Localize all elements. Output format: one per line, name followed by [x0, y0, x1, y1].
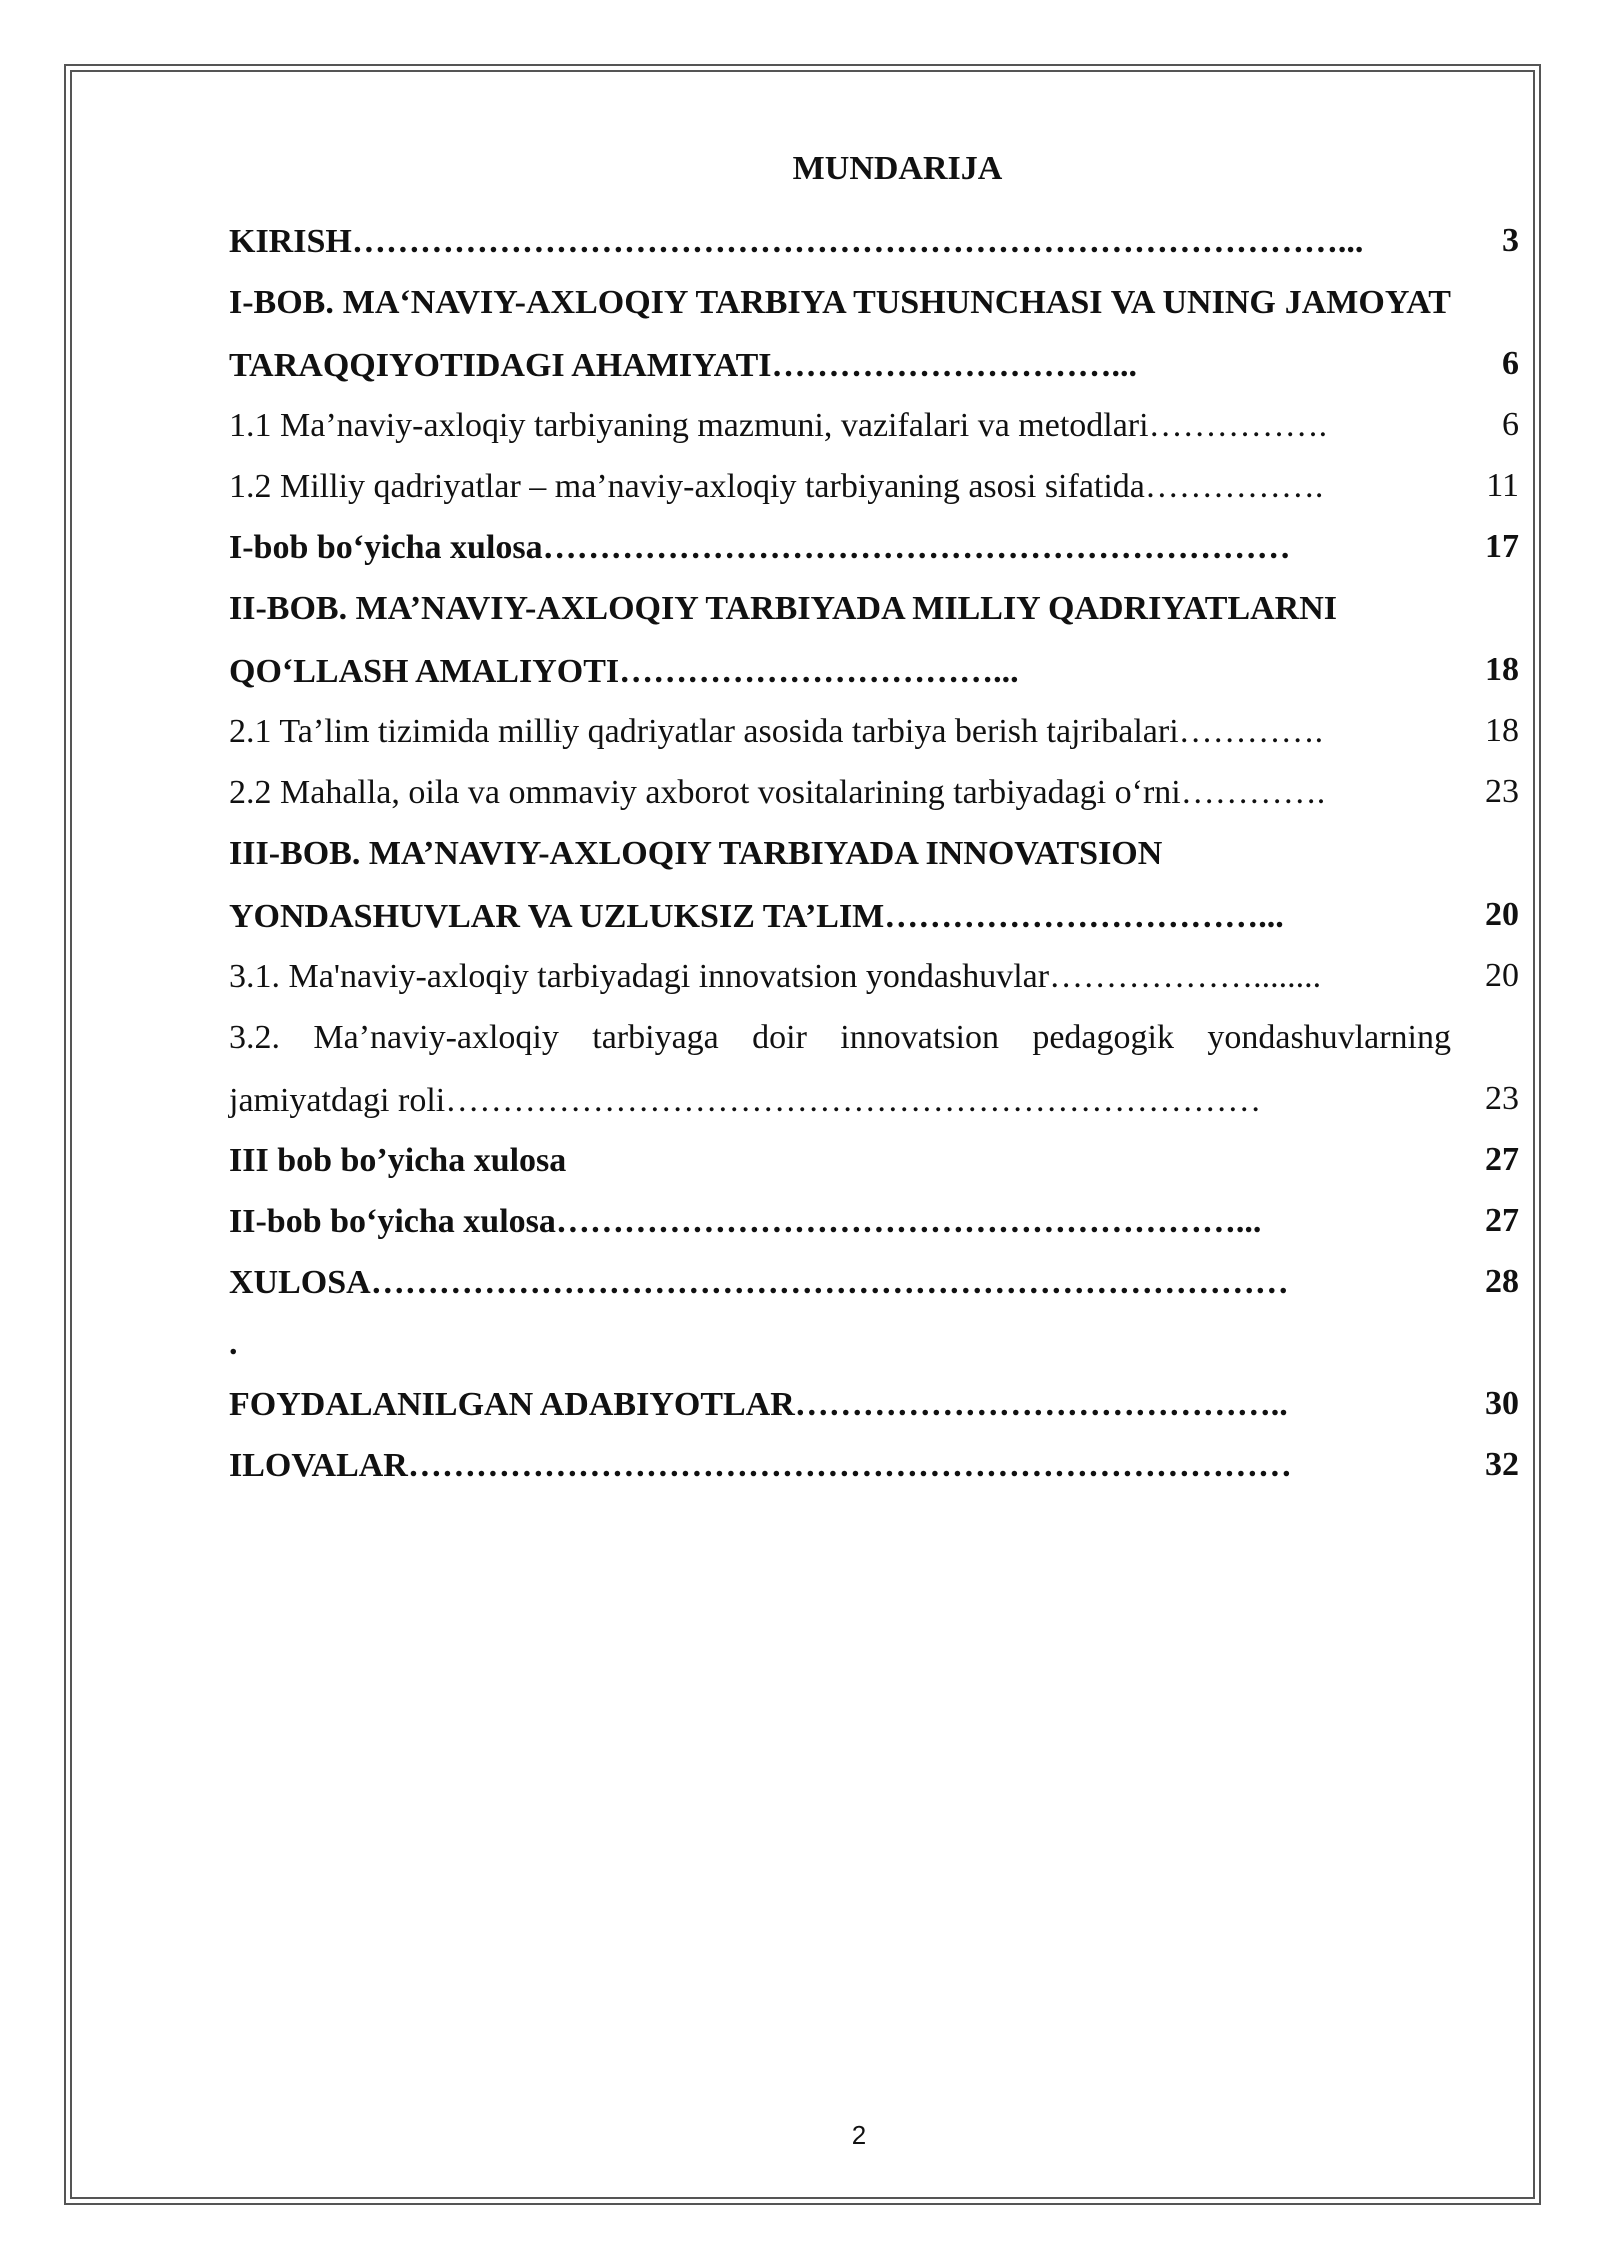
- toc-entry-page: 6: [1502, 406, 1519, 443]
- toc-entry-text: 2.1 Ta’lim tizimida milliy qadriyatlar asosida tarbiya berish tajribalari………….: [229, 713, 1324, 750]
- toc-entry-page: 23: [1485, 1080, 1519, 1117]
- toc-entry-page: 27: [1485, 1202, 1519, 1239]
- toc-entry-text: XULOSA………………………………………………………………………: [229, 1264, 1289, 1301]
- toc-entry-text: 1.2 Milliy qadriyatlar – ma’naviy-axloqiy tarbiyaning asosi sifatida…………….: [229, 468, 1324, 505]
- toc-entry-page: 3: [1502, 222, 1519, 259]
- toc-entry-section-3-1[interactable]: [229, 945, 1519, 1006]
- toc-entry-page: 6: [1502, 345, 1519, 382]
- toc-stray-dot: [229, 1312, 1519, 1373]
- toc-entry-page: 17: [1485, 528, 1519, 565]
- toc-entry-section-2-1[interactable]: [229, 700, 1519, 761]
- toc-entry-text: III bob bo’yicha xulosa: [229, 1142, 567, 1179]
- toc-entry-text: II-bob bo‘yicha xulosa……………………………………………………...: [229, 1203, 1262, 1240]
- toc-entry-text: 3.2. Ma’naviy-axloqiy tarbiyaga doir innovatsion pedagogik yondashuvlarning jamiyatdagi roli………………………………………………………………: [229, 1019, 1451, 1119]
- toc-entry-text: III-BOB. MA’NAVIY-AXLOQIY TARBIYADA INNOVATSION YONDASHUVLAR VA UZLUKSIZ TA’LIM……………………………...: [229, 835, 1284, 935]
- toc-entry-section-3-2[interactable]: [229, 1006, 1519, 1129]
- toc-entry-page: 18: [1485, 712, 1519, 749]
- toc-entry-page: 23: [1485, 773, 1519, 810]
- toc-entry-text: 2.2 Mahalla, oila va ommaviy axborot vositalarining tarbiyadagi o‘rni………….: [229, 774, 1326, 811]
- toc-entry-text: KIRISH……………………………………………………………………………...: [229, 223, 1364, 260]
- toc-entry-page: 11: [1486, 467, 1519, 504]
- table-of-contents: [229, 210, 1519, 1495]
- toc-entry-text: I-bob bo‘yicha xulosa…………………………………………………………: [229, 529, 1291, 566]
- toc-entry-page: 32: [1485, 1446, 1519, 1483]
- toc-entry-chapter-1[interactable]: [229, 271, 1519, 394]
- toc-entry-kirish[interactable]: [229, 210, 1519, 271]
- toc-entry-chapter-1-conclusion[interactable]: [229, 516, 1519, 577]
- toc-entry-page: 18: [1485, 651, 1519, 688]
- toc-entry-page: 27: [1485, 1141, 1519, 1178]
- toc-entry-text: ILOVALAR……………………………………………………………………: [229, 1447, 1292, 1484]
- toc-title: MUNDARIJA: [792, 150, 1003, 187]
- toc-entry-xulosa[interactable]: [229, 1251, 1519, 1312]
- toc-entry-chapter-2-conclusion[interactable]: [229, 1190, 1519, 1251]
- toc-entry-chapter-3-conclusion[interactable]: [229, 1129, 1519, 1190]
- toc-entry-text: II-BOB. MA’NAVIY-AXLOQIY TARBIYADA MILLIY QADRIYATLARNI QO‘LLASH AMALIYOTI……………………………...: [229, 590, 1338, 690]
- toc-entry-text: .: [229, 1325, 238, 1362]
- toc-entry-appendices[interactable]: [229, 1434, 1519, 1495]
- toc-entry-chapter-2[interactable]: [229, 577, 1519, 700]
- toc-entry-page: 20: [1485, 896, 1519, 933]
- toc-entry-text: 1.1 Ma’naviy-axloqiy tarbiyaning mazmuni, vazifalari va metodlari…………….: [229, 407, 1328, 444]
- toc-entry-section-1-2[interactable]: [229, 455, 1519, 516]
- toc-entry-text: 3.1. Ma'naviy-axloqiy tarbiyadagi innovatsion yondashuvlar………………........: [229, 958, 1322, 995]
- toc-entry-page: 28: [1485, 1263, 1519, 1300]
- toc-entry-section-1-1[interactable]: [229, 394, 1519, 455]
- toc-entry-page: 30: [1485, 1385, 1519, 1422]
- page-number: 2: [851, 2120, 867, 2150]
- toc-entry-references[interactable]: [229, 1373, 1519, 1434]
- toc-entry-text: I-BOB. MA‘NAVIY-AXLOQIY TARBIYA TUSHUNCHASI VA UNING JAMOYAT TARAQQIYOTIDAGI AHAMIYATI…………………………...: [229, 284, 1451, 384]
- toc-entry-text: FOYDALANILGAN ADABIYOTLAR……………………………………..: [229, 1386, 1288, 1423]
- toc-entry-section-2-2[interactable]: [229, 761, 1519, 822]
- toc-entry-page: 20: [1485, 957, 1519, 994]
- toc-entry-chapter-3[interactable]: [229, 822, 1519, 945]
